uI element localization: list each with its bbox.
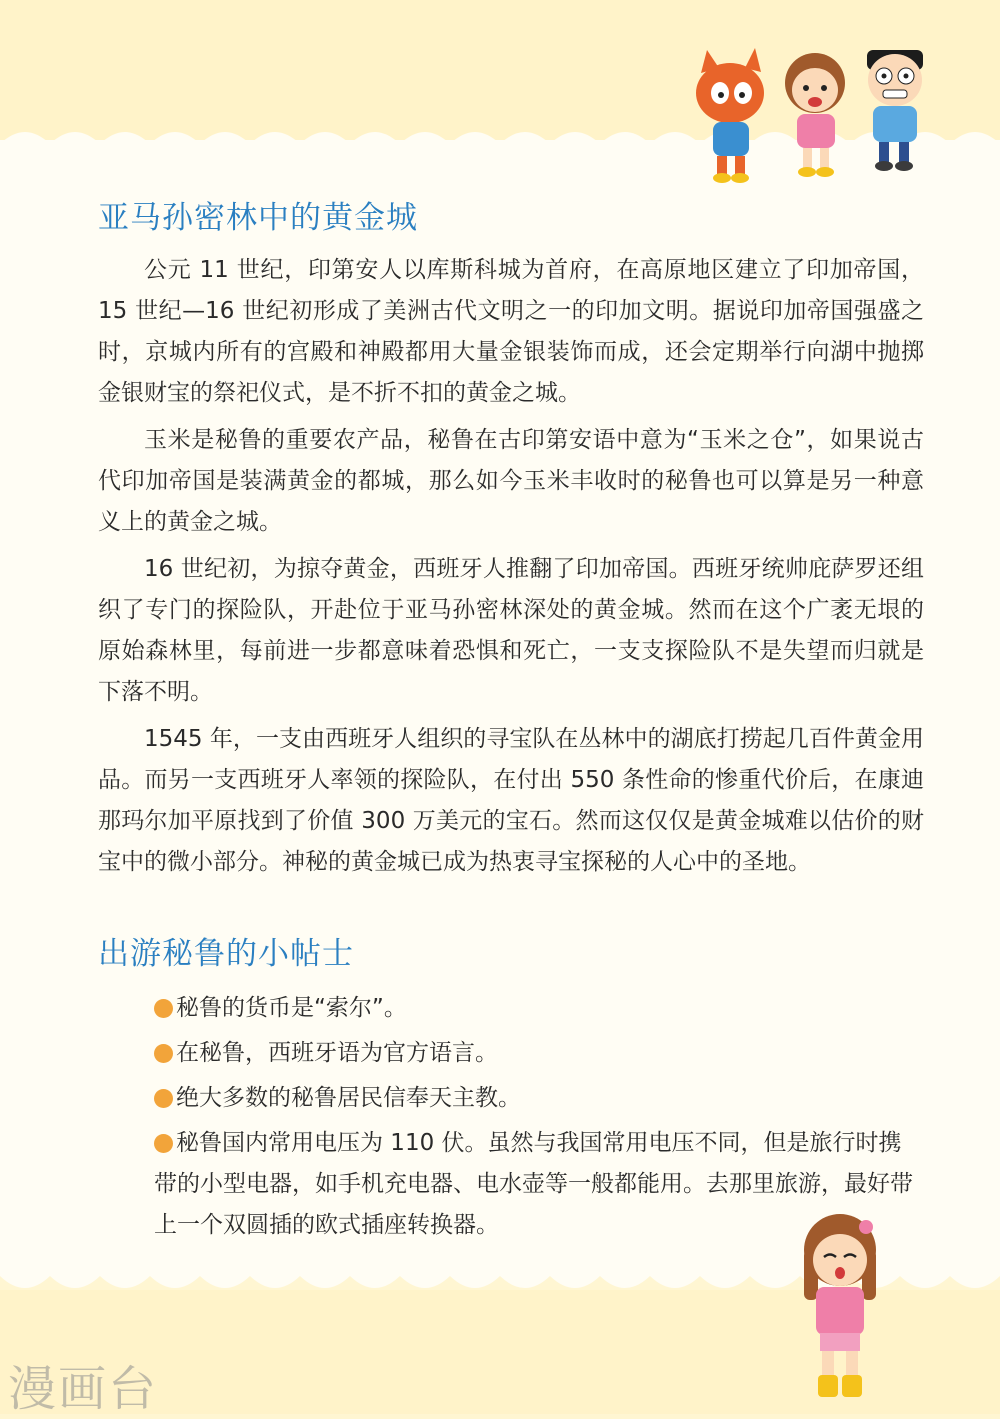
paragraph: 公元 11 世纪，印第安人以库斯科城为首府，在高原地区建立了印加帝国，15 世纪—16 世纪初形成了美洲古代文明之一的印加文明。据说印加帝国强盛之时，京城内所有的宫殿和神殿都用大量金银装饰而成，还会定期举行向湖中抛掷金银财宝的祭祀仪式，是不折不扣的黄金之城。 xyxy=(98,257,924,406)
section-heading: 出游秘鲁的小帖士 xyxy=(98,936,354,972)
list-item-text: 绝大多数的秘鲁居民信奉天主教。 xyxy=(176,1085,521,1111)
paragraph: 玉米是秘鲁的重要农产品，秘鲁在古印第安语中意为“玉米之仓”，如果说古代印加帝国是装满黄金的都城，那么如今玉米丰收时的秘鲁也可以算是另一种意义上的黄金之城。 xyxy=(98,427,924,535)
section-body xyxy=(98,250,924,889)
bullet-icon xyxy=(154,1044,173,1063)
watermark: 漫画台 xyxy=(8,1361,159,1417)
cartoon-girl-illustration xyxy=(780,1205,900,1405)
list-item-text: 秘鲁国内常用电压为 110 伏。虽然与我国常用电压不同，但是旅行时携带的小型电器，如手机充电器、电水壶等一般都能用。去那里旅游，最好带上一个双圆插的欧式插座转换器。 xyxy=(154,1130,913,1238)
cartoon-characters-illustration xyxy=(685,38,945,188)
bullet-icon xyxy=(154,1134,173,1153)
bullet-icon xyxy=(154,1089,173,1108)
list-item-text: 在秘鲁，西班牙语为官方语言。 xyxy=(176,1040,498,1066)
list-item xyxy=(98,988,924,1029)
section-heading: 亚马孙密林中的黄金城 xyxy=(98,200,418,236)
bullet-icon xyxy=(154,999,173,1018)
list-item-text: 秘鲁的货币是“索尔”。 xyxy=(176,995,407,1021)
paragraph: 1545 年，一支由西班牙人组织的寻宝队在丛林中的湖底打捞起几百件黄金用品。而另一支西班牙人率领的探险队，在付出 550 条性命的惨重代价后，在康迪那玛尔加平原找到了价值 300 万美元的宝石。然而这仅仅是黄金城难以估价的财宝中的微小部分。神秘的黄金城已成为热衷寻宝探秘的人心中的圣地。 xyxy=(98,726,924,875)
paragraph: 16 世纪初，为掠夺黄金，西班牙人推翻了印加帝国。西班牙统帅庇萨罗还组织了专门的探险队，开赴位于亚马孙密林深处的黄金城。然而在这个广袤无垠的原始森林里，每前进一步都意味着恐惧和死亡，一支支探险队不是失望而归就是下落不明。 xyxy=(98,556,924,705)
list-item xyxy=(98,1078,924,1119)
list-item xyxy=(98,1033,924,1074)
